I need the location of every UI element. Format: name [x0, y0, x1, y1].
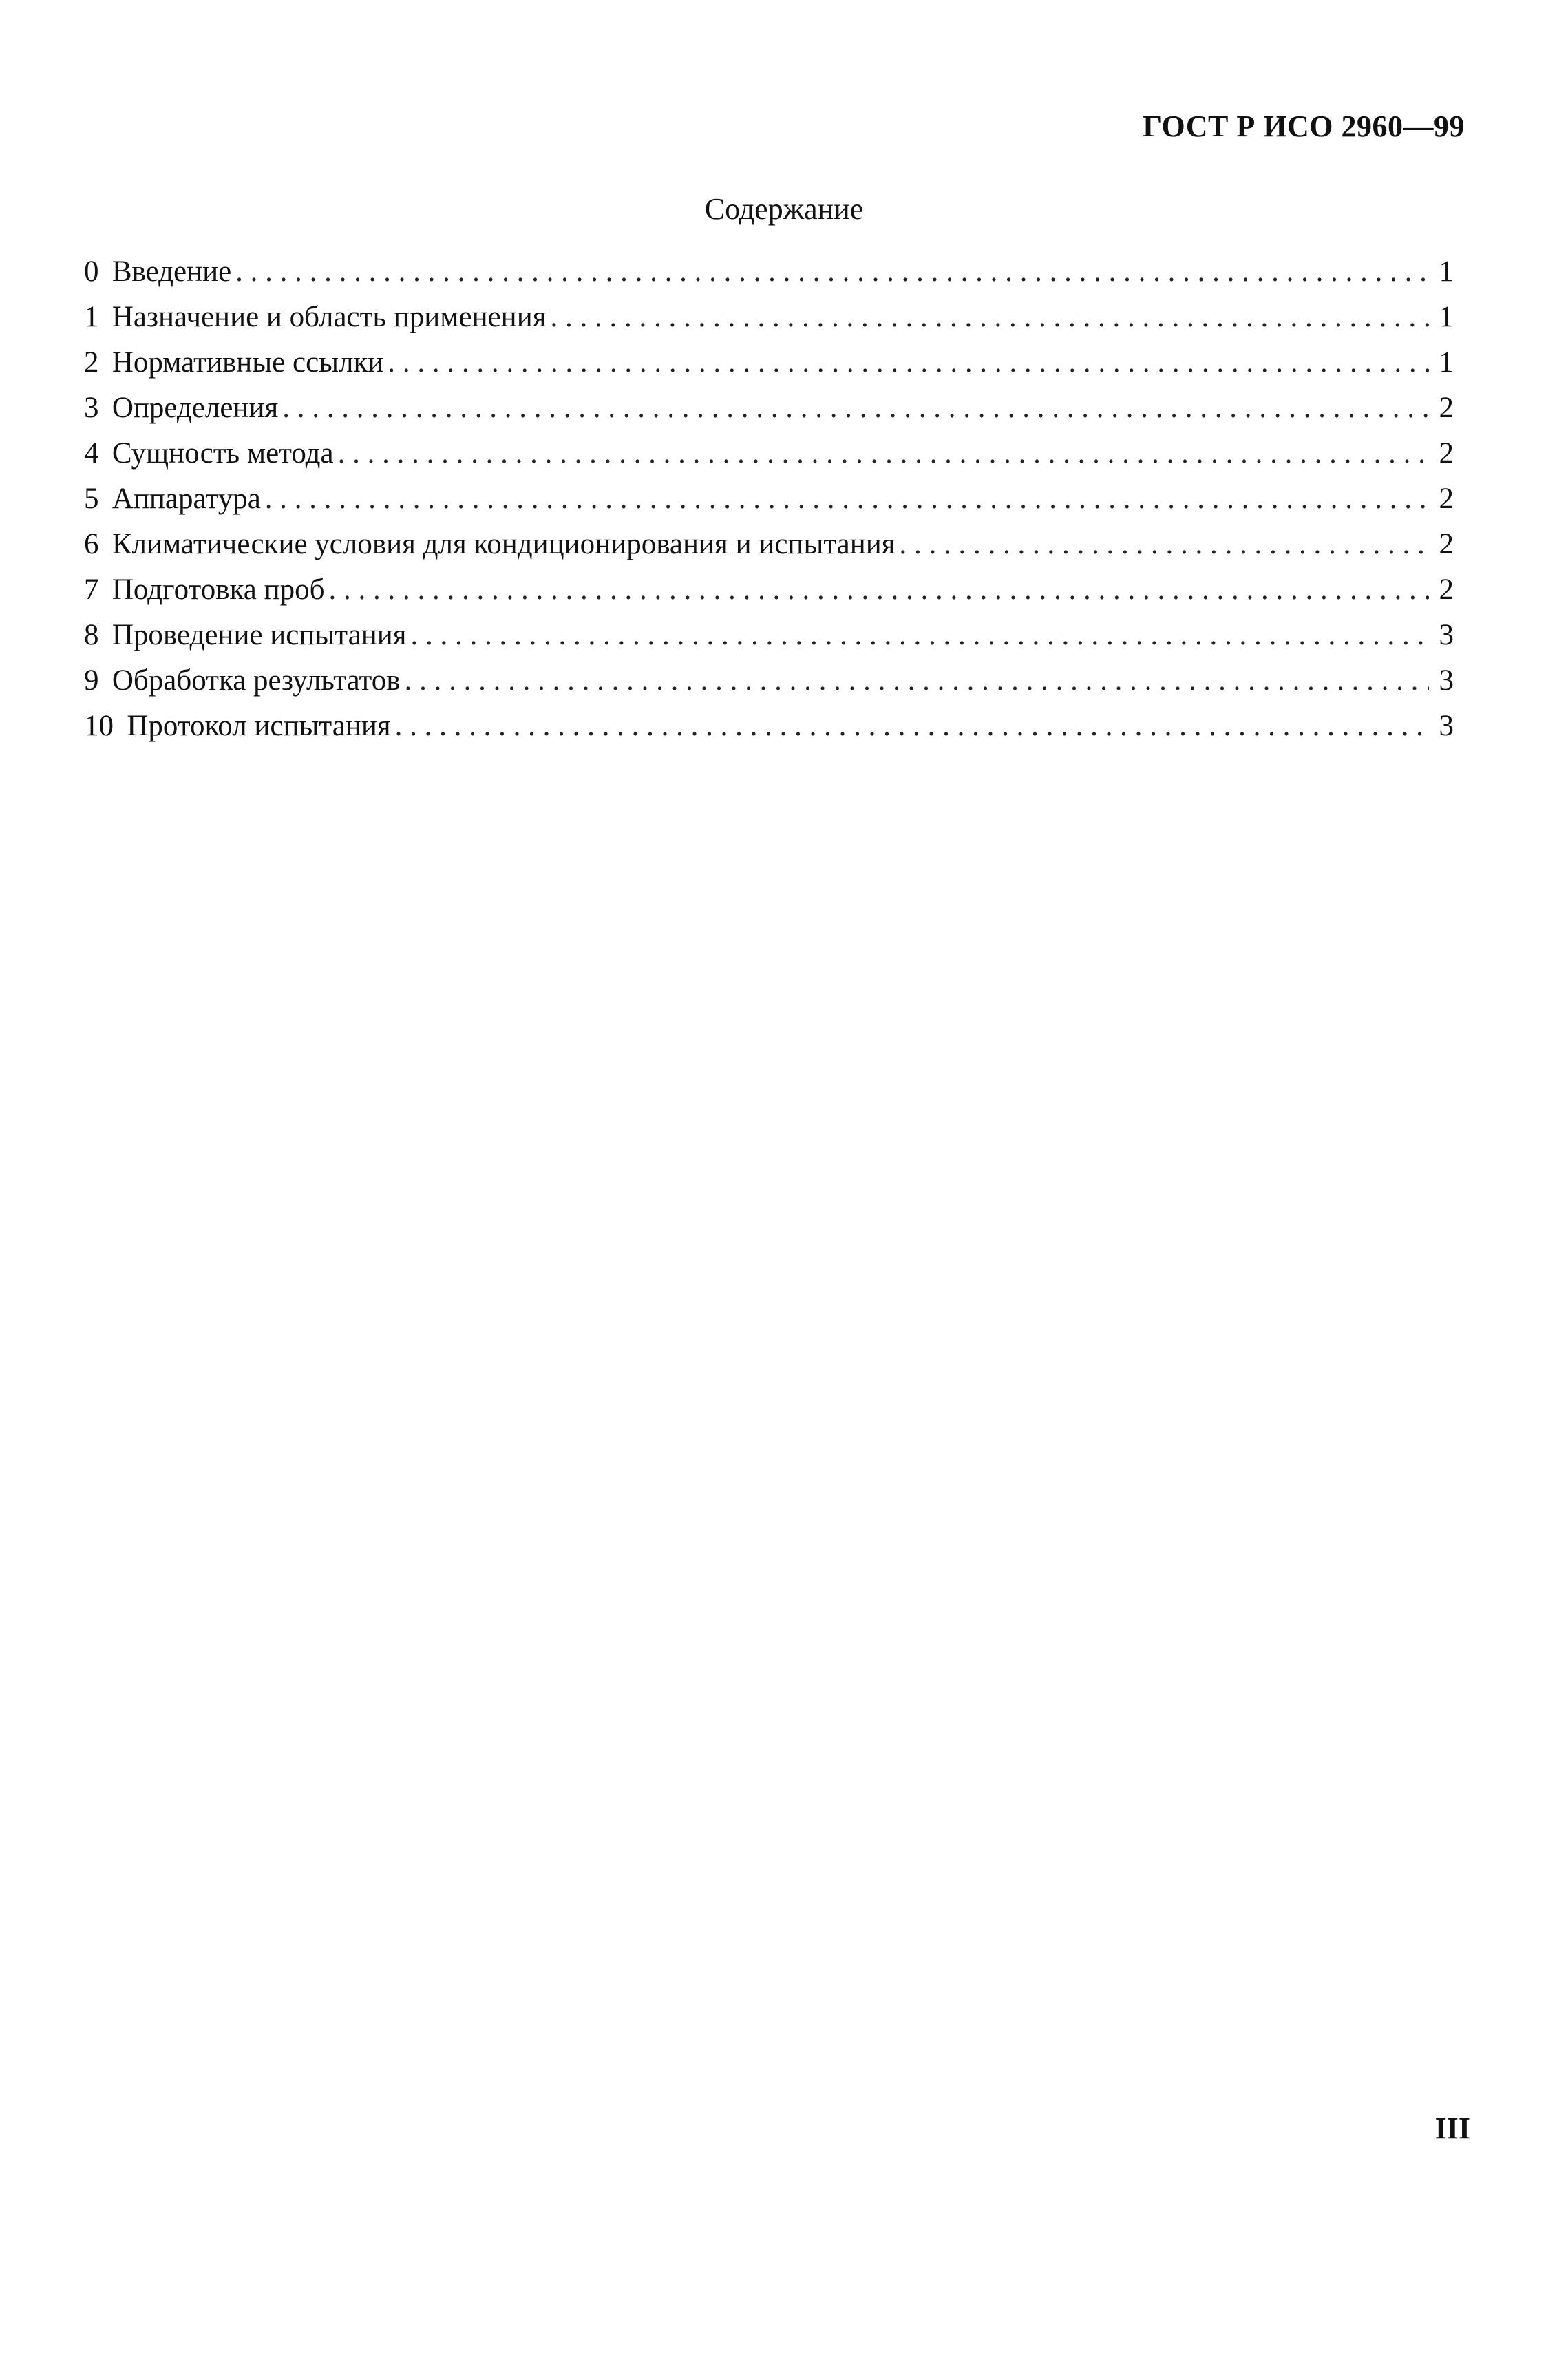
- toc-leader-dots: [405, 664, 1429, 697]
- toc-item-number: 4: [84, 437, 99, 470]
- toc-leader-dots: [900, 527, 1429, 561]
- toc-item[interactable]: [84, 709, 1454, 755]
- toc-item[interactable]: [84, 346, 1454, 391]
- toc-item-label: Введение: [112, 255, 232, 288]
- toc-item-label: Назначение и область применения: [112, 301, 547, 333]
- toc-item-number: 0: [84, 255, 99, 288]
- toc-item[interactable]: [84, 618, 1454, 664]
- toc-item-number: 9: [84, 664, 99, 697]
- toc-leader-dots: [388, 346, 1429, 379]
- toc-item[interactable]: [84, 391, 1454, 436]
- toc-title: Содержание: [704, 192, 864, 226]
- toc-item-number: 7: [84, 573, 99, 606]
- toc-item-label: Обработка результатов: [112, 664, 401, 697]
- toc-item[interactable]: [84, 436, 1454, 482]
- toc-item-number: 8: [84, 619, 99, 651]
- toc-item-label: Аппаратура: [112, 483, 261, 515]
- toc-item-page: 2: [1439, 528, 1454, 560]
- toc-item-number: 5: [84, 483, 99, 515]
- toc-leader-dots: [550, 300, 1429, 334]
- toc-leader-dots: [265, 482, 1429, 516]
- toc-item-label: Климатические условия для кондиционирования и испытания: [112, 528, 896, 560]
- toc-item-page: 1: [1439, 346, 1454, 379]
- toc-leader-dots: [282, 391, 1429, 425]
- toc-item[interactable]: [84, 573, 1454, 618]
- toc-item[interactable]: [84, 255, 1454, 300]
- toc-leader-dots: [338, 436, 1429, 470]
- toc-item-page: 2: [1439, 573, 1454, 606]
- table-of-contents: [84, 255, 1454, 755]
- toc-leader-dots: [235, 255, 1429, 288]
- toc-item-number: 3: [84, 392, 99, 424]
- toc-item-page: 3: [1439, 664, 1454, 697]
- toc-item-page: 2: [1439, 483, 1454, 515]
- toc-item-label: Подготовка проб: [112, 573, 325, 606]
- toc-item-label: Протокол испытания: [127, 710, 391, 742]
- toc-item[interactable]: [84, 482, 1454, 527]
- toc-item-label: Определения: [112, 392, 279, 424]
- toc-item[interactable]: [84, 527, 1454, 573]
- toc-item-label: Проведение испытания: [112, 619, 407, 651]
- toc-item-page: 1: [1439, 255, 1454, 288]
- toc-item-page: 1: [1439, 301, 1454, 333]
- page-number: III: [1434, 2111, 1470, 2145]
- toc-leader-dots: [395, 709, 1429, 743]
- toc-item-label: Нормативные ссылки: [112, 346, 384, 379]
- toc-item-page: 2: [1439, 392, 1454, 424]
- toc-leader-dots: [329, 573, 1429, 607]
- toc-item-number: 1: [84, 301, 99, 333]
- toc-item-label: Сущность метода: [112, 437, 334, 470]
- toc-item-page: 2: [1439, 437, 1454, 470]
- toc-leader-dots: [411, 618, 1430, 652]
- toc-item-number: 2: [84, 346, 99, 379]
- toc-item-page: 3: [1439, 619, 1454, 651]
- toc-item-page: 3: [1439, 710, 1454, 742]
- toc-item-number: 10: [84, 710, 114, 742]
- toc-item[interactable]: [84, 664, 1454, 709]
- standard-code: ГОСТ Р ИСО 2960—99: [1143, 109, 1465, 143]
- toc-item[interactable]: [84, 300, 1454, 346]
- toc-item-number: 6: [84, 528, 99, 560]
